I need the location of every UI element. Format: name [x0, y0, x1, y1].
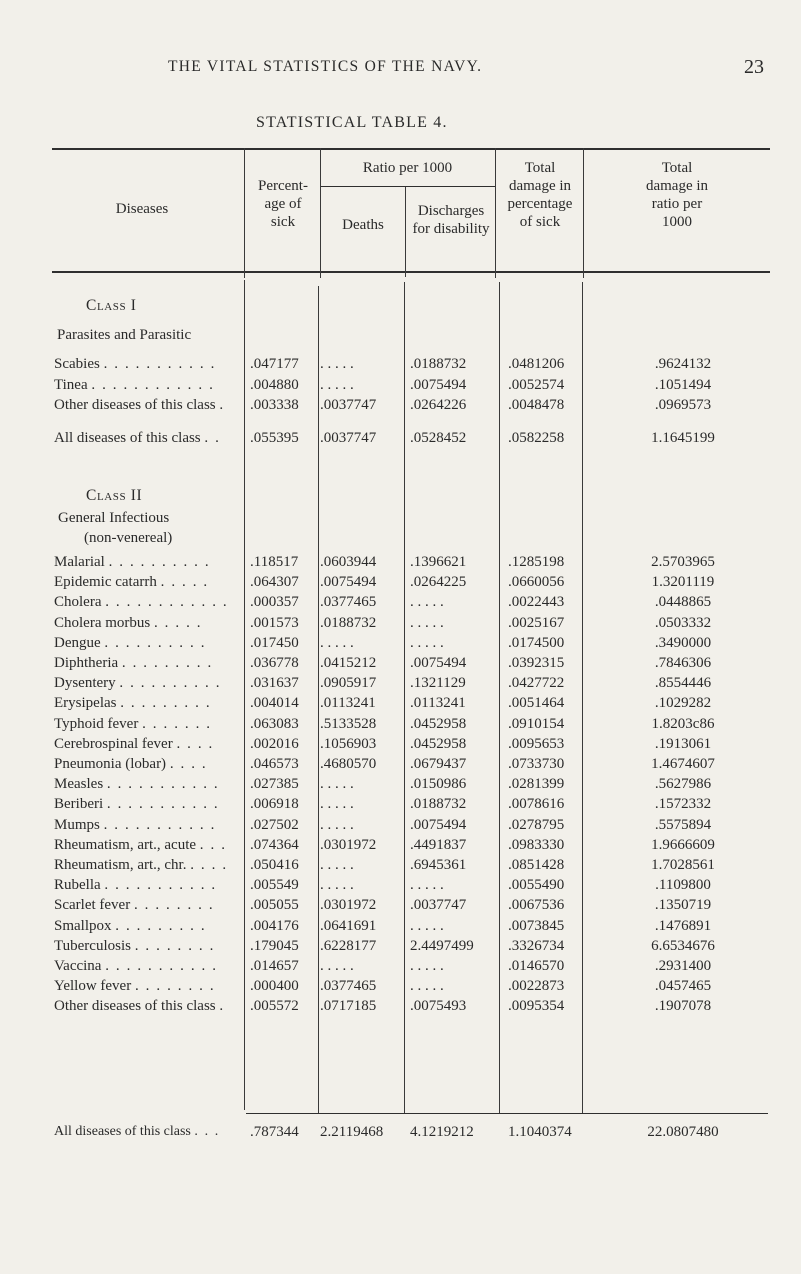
disease-name: Tuberculosis [54, 937, 131, 954]
leader-dots: . . . . . . . . . . . . [91, 376, 215, 393]
total-ratio-value: .1572332 [654, 796, 712, 813]
total-pct-value: .0048478 [508, 397, 565, 413]
header-total-ratio: Total damage in ratio per 1000 [645, 160, 709, 230]
total-ratio-value: .1350719 [654, 897, 712, 914]
disease-name: Measles [54, 776, 104, 793]
discharges-value: .0452958 [410, 735, 467, 752]
deaths-value: .0377465 [320, 978, 377, 995]
percent-sick-value: .017450 [250, 634, 299, 651]
total-ratio-value: .5627986 [654, 776, 712, 793]
disease-name: Typhoid fever [54, 715, 139, 732]
percent-sick-value: .000400 [250, 978, 299, 995]
total-ratio-value: .0503332 [654, 614, 712, 631]
percent-sick-value: .074364 [250, 836, 299, 853]
percent-sick-value: .027385 [250, 776, 299, 793]
disease-name-cell [54, 715, 212, 733]
total-ratio-value: .0457465 [654, 978, 712, 995]
total-pct-value: .0022443 [508, 594, 565, 611]
disease-name: Rheumatism, art., acute [54, 836, 197, 853]
leader-dots: . . . . . [153, 614, 203, 631]
leader-dots: . . . . . . . . [134, 937, 215, 954]
disease-name: Tinea [54, 376, 88, 393]
total-ratio-value: .0969573 [654, 397, 712, 413]
total-pct-value: .0427722 [508, 675, 565, 692]
leader-dots: . . . . . . . . . . [108, 554, 211, 570]
discharges-value: . . . . . [410, 634, 444, 651]
disease-name: Scarlet fever [54, 897, 131, 914]
disease-name: Smallpox [54, 917, 112, 934]
disease-name: Epidemic catarrh [54, 574, 157, 591]
total-ratio-value: 1.4674607 [651, 756, 715, 772]
col-rule-4 [499, 282, 500, 1114]
discharges-value: .0150986 [410, 776, 467, 793]
deaths-value: . . . . . [320, 776, 354, 793]
percent-sick-value: .005572 [250, 998, 299, 1015]
percent-sick-value: .031637 [250, 675, 299, 692]
total-pct-value: .3326734 [508, 937, 565, 954]
total-ratio-value: .1907078 [654, 998, 712, 1015]
leader-dots: . . . . . [160, 574, 209, 591]
page-number: 23 [744, 56, 764, 78]
leader-dots: . . . . . . . . . [121, 655, 213, 671]
total-ratio-value: .3490000 [654, 634, 712, 651]
class2-total-total-pct-value: 1.1040374 [508, 1124, 572, 1140]
ratio-subheader-rule [321, 186, 495, 187]
disease-name-cell [54, 593, 228, 611]
total-pct-value: .0095354 [508, 998, 565, 1015]
deaths-value: .0603944 [320, 554, 377, 570]
percent-sick-value: .118517 [250, 554, 299, 570]
leader-dots: . . . . . . . . . . . [105, 958, 218, 974]
table-top-rule [52, 148, 770, 150]
leader-dots: . . . [194, 1124, 220, 1139]
disease-name: Erysipelas [54, 695, 117, 712]
deaths-value: .6228177 [320, 937, 377, 954]
class2-total-label [54, 1123, 220, 1141]
class2-total-discharges-value: 4.1219212 [410, 1124, 474, 1140]
deaths-value: . . . . . [320, 356, 354, 372]
disease-name-cell [54, 573, 209, 591]
disease-name: Scabies [54, 356, 100, 372]
total-ratio-value: .1476891 [654, 917, 712, 934]
discharges-value: . . . . . [410, 877, 444, 894]
leader-dots: . . . . . . . . [133, 897, 215, 914]
total-pct-value: .0067536 [508, 897, 565, 914]
leader-dots: . . . . . . . . . . [119, 675, 222, 692]
disease-name-cell [54, 614, 202, 632]
class1-total-label [54, 429, 220, 447]
col-rule-3 [404, 282, 405, 1114]
discharges-value: .0075494 [410, 655, 467, 671]
disease-name-cell [54, 775, 219, 793]
total-pct-value: .0278795 [508, 816, 565, 833]
disease-name: Cerebrospinal fever [54, 735, 173, 752]
leader-dots: . . . . . . . . . . . . [105, 594, 229, 611]
percent-sick-value: .050416 [250, 857, 299, 873]
disease-name: Mumps [54, 816, 100, 833]
total-pct-value: .0174500 [508, 634, 565, 651]
discharges-value: .0452958 [410, 715, 467, 732]
total-ratio-value: .0448865 [654, 594, 712, 611]
disease-name-cell [54, 957, 218, 975]
leader-dots: . . . . . . . [142, 715, 212, 732]
total-pct-value: .0910154 [508, 715, 565, 732]
deaths-value: .1056903 [320, 735, 377, 752]
class1-total-deaths-value: .0037747 [320, 430, 377, 446]
total-name: All diseases of this class [54, 430, 201, 446]
total-pct-value: .0025167 [508, 614, 565, 631]
disease-name: Other diseases of this class [54, 397, 216, 413]
total-pct-value: .0983330 [508, 836, 565, 853]
total-ratio-value: 6.6534676 [651, 937, 715, 954]
discharges-value: .0264225 [410, 574, 467, 591]
percent-sick-value: .002016 [250, 735, 299, 752]
total-ratio-value: .1029282 [654, 695, 712, 712]
disease-name-cell [54, 937, 215, 955]
discharges-value: .0037747 [410, 897, 467, 914]
class1-total-total-ratio-value: 1.1645199 [651, 430, 715, 446]
deaths-value: .0377465 [320, 594, 377, 611]
percent-sick-value: .027502 [250, 816, 299, 833]
disease-name-cell [54, 355, 216, 373]
leader-dots: . . . . . . . . . . [104, 634, 207, 651]
percent-sick-value: .006918 [250, 796, 299, 813]
class2-subtitle-2: (non-venereal) [84, 530, 173, 546]
disease-name-cell [54, 896, 214, 914]
percent-sick-value: .179045 [250, 937, 299, 954]
total-pct-value: .1285198 [508, 554, 565, 570]
percent-sick-value: .004014 [250, 695, 299, 712]
deaths-value: .0075494 [320, 574, 377, 591]
total-pct-value: .0146570 [508, 958, 565, 974]
discharges-value: .0113241 [410, 695, 466, 712]
disease-name-cell [54, 997, 225, 1015]
total-ratio-value: 1.9666609 [651, 836, 715, 853]
leader-dots: . . . . . . . . . . . [103, 356, 216, 372]
leader-dots: . . . . [176, 735, 214, 752]
disease-name: Yellow fever [54, 978, 132, 995]
percent-sick-value: .000357 [250, 594, 299, 611]
disease-name-cell [54, 376, 214, 394]
col-rule-5 [582, 282, 583, 1114]
leader-dots: . . . [199, 836, 227, 853]
header-discharges: Discharges for disability [412, 203, 490, 237]
discharges-value: .0075493 [410, 998, 467, 1015]
header-bottom-rule [52, 271, 770, 273]
deaths-value: .0415212 [320, 655, 377, 671]
header-total-pct: Total damage in percentage of sick [507, 160, 573, 230]
discharges-value: .0188732 [410, 796, 467, 813]
discharges-value: .1321129 [410, 675, 466, 692]
percent-sick-value: .001573 [250, 614, 299, 631]
leader-dots: . . . . . . . . . . . [106, 796, 220, 813]
deaths-value: . . . . . [320, 634, 354, 651]
leader-dots: . . . . . . . . [134, 978, 216, 995]
leader-dots: . . . . . . . . . [115, 917, 207, 934]
total-ratio-value: .8554446 [654, 675, 712, 692]
leader-dots: . . . . . . . . . [120, 695, 212, 712]
disease-name-cell [54, 634, 206, 652]
percent-sick-value: .063083 [250, 715, 299, 732]
deaths-value: .0113241 [320, 695, 376, 712]
disease-name: Dengue [54, 634, 101, 651]
header-deaths: Deaths [342, 217, 384, 233]
percent-sick-value: .047177 [250, 356, 299, 372]
class2-subtitle-1: General Infectious [58, 510, 170, 526]
disease-name-cell [54, 755, 207, 773]
deaths-value: . . . . . [320, 958, 354, 974]
header-diseases: Diseases [115, 201, 169, 217]
class1-total-total-pct-value: .0582258 [508, 430, 565, 446]
table-title: STATISTICAL TABLE 4. [256, 114, 448, 131]
disease-name-cell [54, 917, 206, 935]
total-pct-value: .0078616 [508, 796, 565, 813]
leader-dots: . [219, 397, 225, 413]
total-ratio-value: 1.8203c86 [651, 715, 715, 732]
class1-total-discharges-value: .0528452 [410, 430, 467, 446]
deaths-value: .0301972 [320, 897, 377, 914]
disease-name: Cholera [54, 594, 102, 611]
discharges-value: . . . . . [410, 917, 444, 934]
discharges-value: 2.4497499 [410, 937, 474, 954]
total-ratio-value: 1.3201119 [651, 574, 715, 591]
discharges-value: .0075494 [410, 376, 467, 393]
percent-sick-value: .046573 [250, 756, 299, 772]
disease-name: Vaccina [54, 958, 102, 974]
header-percent-sick: Percent- age of sick [258, 178, 308, 230]
total-pct-value: .0051464 [508, 695, 565, 712]
disease-name: Other diseases of this class [54, 998, 216, 1015]
percent-sick-value: .003338 [250, 397, 299, 413]
running-head: THE VITAL STATISTICS OF THE NAVY. [168, 58, 483, 75]
total-pct-value: .0055490 [508, 877, 565, 894]
leader-dots: . . . . . . . . . . . [103, 816, 216, 833]
percent-sick-value: .064307 [250, 574, 299, 591]
discharges-value: .1396621 [410, 554, 467, 570]
percent-sick-value: .004880 [250, 376, 299, 393]
deaths-value: . . . . . [320, 816, 354, 833]
deaths-value: .0188732 [320, 614, 377, 631]
leader-dots: . . . . . . . . . . . [106, 776, 220, 793]
total-pct-value: .0392315 [508, 655, 565, 671]
col-rule-1 [244, 280, 245, 1110]
total-pct-value: .0733730 [508, 756, 565, 772]
total-pct-value: .0851428 [508, 857, 565, 873]
percent-sick-value: .005549 [250, 877, 299, 894]
disease-name-cell [54, 856, 228, 874]
class2-total-percent-sick-value: .787344 [250, 1124, 299, 1140]
total-ratio-value: .7846306 [654, 655, 712, 671]
leader-dots: . . . . [190, 857, 228, 873]
discharges-value: . . . . . [410, 614, 444, 631]
deaths-value: .5133528 [320, 715, 377, 732]
disease-name: Rheumatism, art., chr. [54, 857, 187, 873]
class1-subtitle: Parasites and Parasitic [57, 327, 192, 343]
disease-name-cell [54, 654, 213, 672]
total-pct-value: .0660056 [508, 574, 565, 591]
total-pct-value: .0052574 [508, 376, 565, 393]
percent-sick-value: .014657 [250, 958, 299, 974]
total-pct-value: .0481206 [508, 356, 565, 372]
disease-name-cell [54, 674, 221, 692]
deaths-value: . . . . . [320, 857, 354, 873]
header-ratio: Ratio per 1000 [362, 160, 453, 176]
total-name: All diseases of this class [54, 1124, 191, 1139]
discharges-value: .0264226 [410, 397, 467, 413]
total-ratio-value: .2931400 [654, 958, 712, 974]
discharges-value: .6945361 [410, 857, 467, 873]
percent-sick-value: .004176 [250, 917, 299, 934]
total-ratio-value: .9624132 [654, 356, 712, 372]
total-ratio-value: .1109800 [655, 877, 711, 894]
deaths-value: . . . . . [320, 796, 354, 813]
leader-dots: . . . . . . . . . . . [104, 877, 217, 894]
discharges-value: . . . . . [410, 978, 444, 995]
disease-name-cell [54, 396, 225, 414]
total-pct-value: .0073845 [508, 917, 565, 934]
total-ratio-value: .5575894 [654, 816, 712, 833]
disease-name-cell [54, 735, 214, 753]
disease-name-cell [54, 694, 211, 712]
discharges-value: . . . . . [410, 958, 444, 974]
total-pct-value: .0281399 [508, 776, 565, 793]
disease-name: Beriberi [54, 796, 104, 813]
class2-title: Class II [86, 487, 143, 504]
percent-sick-value: .036778 [250, 655, 299, 671]
disease-name-cell [54, 795, 219, 813]
disease-name-cell [54, 553, 210, 571]
deaths-value: .4680570 [320, 756, 377, 772]
disease-name: Cholera morbus [54, 614, 151, 631]
disease-name-cell [54, 816, 216, 834]
total-ratio-value: .1051494 [654, 376, 712, 393]
disease-name: Malarial [54, 554, 105, 570]
class2-total-total-ratio-value: 22.0807480 [647, 1124, 719, 1140]
deaths-value: .0301972 [320, 836, 377, 853]
total-ratio-value: 1.7028561 [651, 857, 715, 873]
leader-dots: . [219, 998, 225, 1015]
discharges-value: .0188732 [410, 356, 467, 372]
total-ratio-value: .1913061 [654, 735, 712, 752]
deaths-value: . . . . . [320, 376, 354, 393]
deaths-value: . . . . . [320, 877, 354, 894]
class1-total-percent-sick-value: .055395 [250, 430, 299, 446]
disease-name: Diphtheria [54, 655, 119, 671]
percent-sick-value: .005055 [250, 897, 299, 914]
total-ratio-value: 2.5703965 [651, 554, 715, 570]
disease-name: Rubella [54, 877, 101, 894]
deaths-value: .0641691 [320, 917, 377, 934]
deaths-value: .0717185 [320, 998, 377, 1015]
total-pct-value: .0022873 [508, 978, 565, 995]
discharges-value: .4491837 [410, 836, 467, 853]
total-pct-value: .0095653 [508, 735, 565, 752]
leader-dots: . . . . [169, 756, 208, 772]
discharges-value: .0679437 [410, 756, 467, 772]
disease-name-cell [54, 836, 227, 854]
leader-dots: . . [204, 430, 221, 446]
discharges-value: . . . . . [410, 594, 444, 611]
running-head-bar [0, 58, 801, 78]
disease-name-cell [54, 977, 215, 995]
disease-name: Pneumonia (lobar) [54, 756, 167, 772]
class2-total-deaths-value: 2.2119468 [320, 1124, 384, 1140]
disease-name: Dysentery [54, 675, 116, 692]
deaths-value: .0905917 [320, 675, 377, 692]
discharges-value: .0075494 [410, 816, 467, 833]
deaths-value: .0037747 [320, 397, 377, 413]
class1-title: Class I [86, 297, 137, 314]
disease-name-cell [54, 876, 217, 894]
class2-total-rule [246, 1113, 768, 1114]
